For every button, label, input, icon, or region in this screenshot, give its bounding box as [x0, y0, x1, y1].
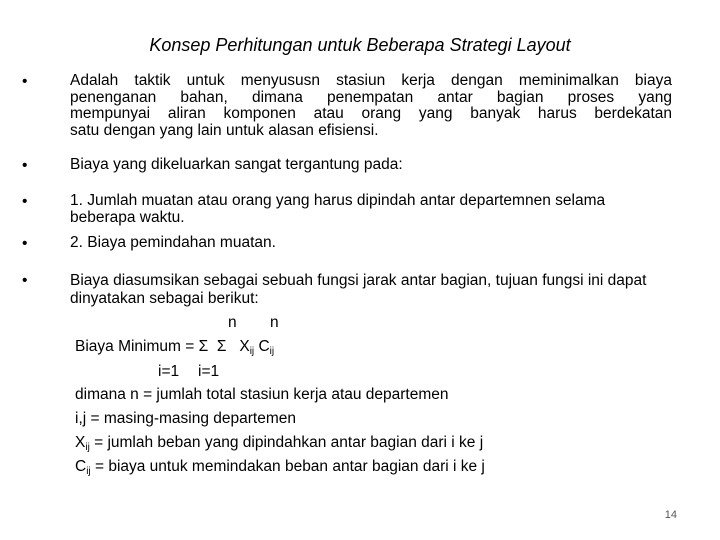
bullet-text: 1. Jumlah muatan atau orang yang harus dipindah antar departemnen selama beberapa waktu.	[70, 192, 606, 226]
bullet-text: Biaya yang dikeluarkan sangat tergantung pada:	[70, 156, 403, 173]
formula-lower-limit: i=1	[198, 363, 220, 380]
c-definition-text: = biaya untuk memindakan beban antar bagian dari i ke j	[90, 458, 485, 475]
x-definition-text: = jumlah beban yang dipindahkan antar bagian dari i ke j	[89, 434, 484, 451]
bullet-text	[70, 73, 672, 139]
formula-upper-limit: n	[270, 314, 279, 331]
definition-n: dimana n = jumlah total stasiun kerja atau departemen	[75, 386, 449, 403]
bullet-marker: •	[22, 235, 28, 252]
page-number: 14	[664, 509, 677, 521]
definition-ij: i,j = masing-masing departemen	[75, 410, 296, 427]
bullet-line: mempunyai aliran komponen atau orang yang banyak harus berdekatan	[70, 105, 672, 122]
bullet-marker: •	[22, 272, 28, 289]
formula-upper-limit: n	[228, 314, 237, 331]
definition-x	[75, 434, 483, 456]
x-subscript: ij	[249, 346, 255, 357]
bullet-marker: •	[22, 73, 28, 90]
formula-lower-limit: i=1	[158, 363, 180, 380]
bullet-line: penenganan bahan, dimana penempatan antar bagian proses yang	[70, 88, 672, 106]
formula-lhs: Biaya Minimum =	[75, 338, 195, 355]
sigma-symbol: Σ	[216, 338, 227, 355]
bullet-marker: •	[22, 157, 28, 174]
x-subscript: ij	[85, 442, 90, 453]
bullet-line: Adalah taktik untuk menyususn stasiun kerja dengan meminimalkan biaya	[70, 72, 672, 89]
x-variable: X	[239, 338, 250, 355]
bullet-text: Biaya diasumsikan sebagai sebuah fungsi jarak antar bagian, tujuan fungsi ini dapat dinyatakan sebagai berikut:	[70, 272, 647, 307]
c-variable: C	[75, 458, 87, 475]
formula-line	[75, 338, 274, 360]
x-variable: X	[75, 434, 86, 451]
bullet-text: 2. Biaya pemindahan muatan.	[70, 234, 276, 251]
c-variable: C	[258, 338, 270, 355]
bullet-line: satu dengan yang lain untuk alasan efisiensi.	[70, 121, 379, 139]
sigma-symbol: Σ	[198, 338, 209, 355]
bullet-marker: •	[22, 193, 28, 210]
slide-title: Konsep Perhitungan untuk Beberapa Strategi Layout	[149, 35, 571, 55]
c-subscript: ij	[269, 346, 275, 357]
definition-c	[75, 458, 485, 480]
c-subscript: ij	[86, 466, 91, 477]
